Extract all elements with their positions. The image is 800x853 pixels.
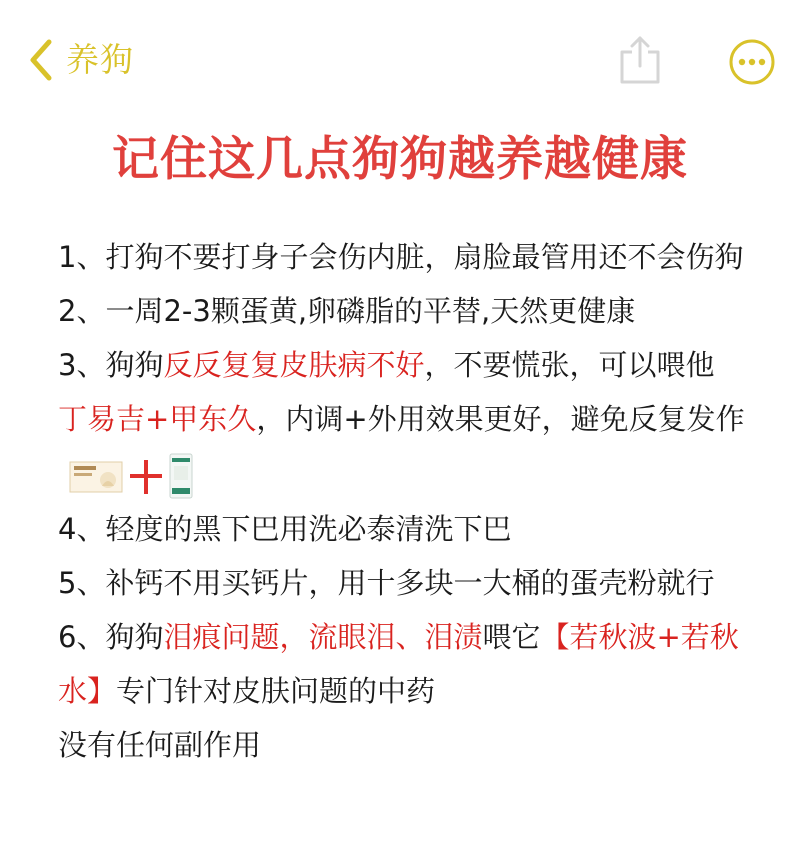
tip-3 [58,338,748,502]
tip-6-text: 喂它 [482,620,541,654]
product-image [68,448,198,502]
more-icon[interactable] [728,38,776,86]
top-navigation-bar [0,0,800,120]
tip-6-note: 没有任何副作用 [58,728,262,762]
tip-6-text: 6、狗狗 [58,620,164,654]
tip-6-highlight: 泪痕问题，流眼泪、泪渍 [163,620,483,654]
article-title: 记住这几点狗狗越养越健康 [112,132,688,187]
tip-2: 2、一周2-3颗蛋黄,卵磷脂的平替,天然更健康 [58,294,636,328]
tip-6-text: 专门针对皮肤问题的中药 [116,674,436,708]
tip-3-text: 3、狗狗 [58,348,164,382]
tip-1: 1、打狗不要打身子会伤内脏，扇脸最管用还不会伤狗 [58,240,744,274]
tip-6-product-highlight: 【若秋波+若秋水】 [58,620,739,708]
tip-4: 4、轻度的黑下巴用洗必泰清洗下巴 [58,512,512,546]
tip-3-text: ，内调+外用效果更好，避免反复发作 [256,402,745,436]
tip-6 [58,610,748,718]
share-icon[interactable] [618,34,662,86]
tip-5: 5、补钙不用买钙片，用十多块一大桶的蛋壳粉就行 [58,566,715,600]
tip-3-highlight: 反反复复皮肤病不好 [163,348,425,382]
article-body [58,230,748,772]
back-button[interactable] [28,38,134,82]
tip-3-product-highlight: 丁易吉+甲东久 [58,402,257,436]
chevron-left-icon [28,38,54,82]
back-label: 养狗 [66,40,134,79]
tip-3-text: ，不要慌张，可以喂他 [424,348,715,382]
